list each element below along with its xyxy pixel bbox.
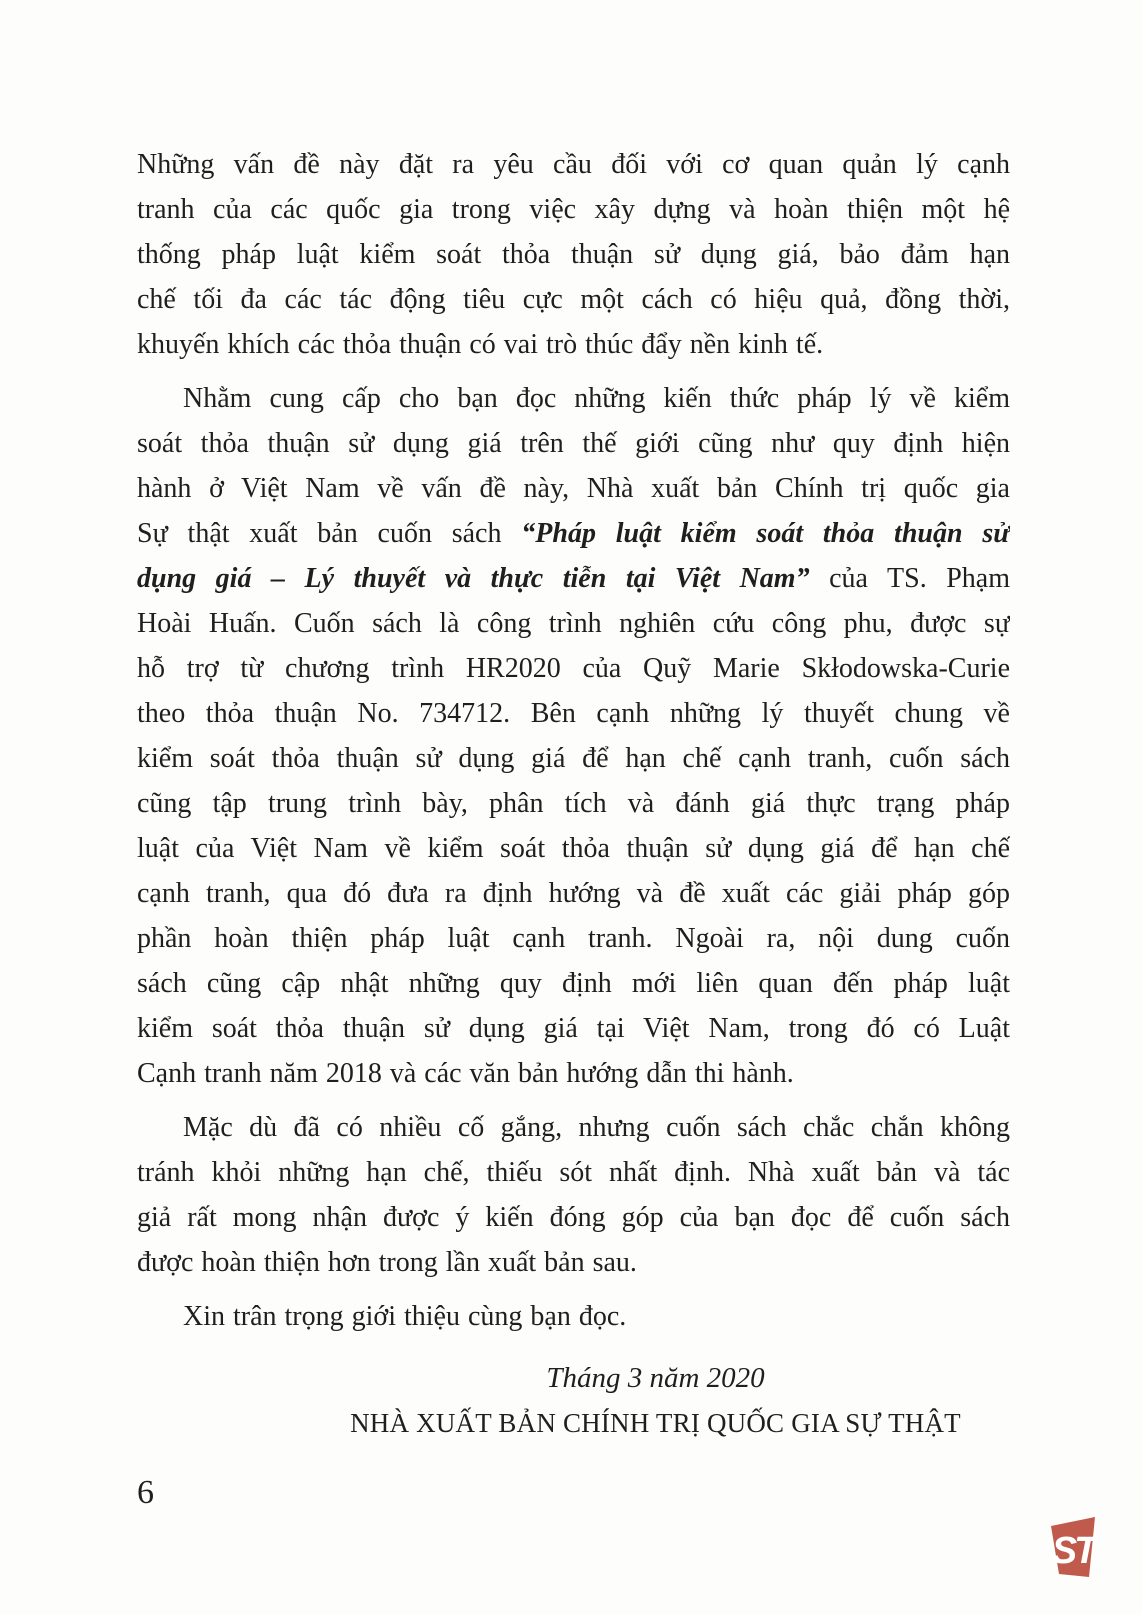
book-title-segment: “Pháp luật kiểm soát thỏa thuận sử bbox=[521, 518, 1010, 549]
text-line: Hoài Huấn. Cuốn sách là công trình nghiên cứu công phu, được sự bbox=[137, 608, 1010, 639]
text-line: cạnh tranh, qua đó đưa ra định hướng và đề xuất các giải pháp góp bbox=[137, 878, 1010, 909]
text-line: luật của Việt Nam về kiểm soát thỏa thuận sử dụng giá để hạn chế bbox=[137, 833, 1010, 864]
paragraph-2 bbox=[137, 376, 1010, 1096]
text-line: Xin trân trọng giới thiệu cùng bạn đọc. bbox=[183, 1301, 627, 1332]
text-line: thống pháp luật kiểm soát thỏa thuận sử dụng giá, bảo đảm hạn bbox=[137, 239, 1010, 270]
page-number: 6 bbox=[137, 1474, 154, 1511]
text-line: theo thỏa thuận No. 734712. Bên cạnh những lý thuyết chung về bbox=[137, 698, 1010, 729]
text-line bbox=[137, 511, 1010, 556]
text-line bbox=[137, 556, 1010, 601]
text-line: được hoàn thiện hơn trong lần xuất bản sau. bbox=[137, 1247, 637, 1278]
paragraph-1 bbox=[137, 142, 1010, 367]
text-line: Cạnh tranh năm 2018 và các văn bản hướng dẫn thi hành. bbox=[137, 1058, 794, 1089]
text-line: kiểm soát thỏa thuận sử dụng giá để hạn chế cạnh tranh, cuốn sách bbox=[137, 743, 1010, 774]
text-line: soát thỏa thuận sử dụng giá trên thế giới cũng như quy định hiện bbox=[137, 428, 1010, 459]
paragraph-3 bbox=[137, 1105, 1010, 1285]
signature-date: Tháng 3 năm 2020 bbox=[546, 1362, 765, 1394]
text-line: Nhằm cung cấp cho bạn đọc những kiến thức pháp lý về kiểm bbox=[183, 383, 1010, 414]
text-line: khuyến khích các thỏa thuận có vai trò thúc đẩy nền kinh tế. bbox=[137, 329, 824, 360]
text-line: hỗ trợ từ chương trình HR2020 của Quỹ Marie Skłodowska-Curie bbox=[137, 653, 1010, 684]
publisher-name: NHÀ XUẤT BẢN CHÍNH TRỊ QUỐC GIA SỰ THẬT bbox=[350, 1408, 961, 1438]
text-line: tranh của các quốc gia trong việc xây dựng và hoàn thiện một hệ bbox=[137, 194, 1010, 225]
text-line: hành ở Việt Nam về vấn đề này, Nhà xuất bản Chính trị quốc gia bbox=[137, 473, 1010, 504]
logo-letters: ST bbox=[1051, 1530, 1095, 1572]
text-line: cũng tập trung trình bày, phân tích và đánh giá thực trạng pháp bbox=[137, 788, 1010, 819]
text-segment: của TS. Phạm bbox=[809, 563, 1010, 594]
publisher-logo bbox=[1046, 1515, 1100, 1579]
paragraph-4 bbox=[137, 1294, 1010, 1339]
text-block bbox=[137, 142, 1010, 1446]
book-title-segment: dụng giá – Lý thuyết và thực tiễn tại Việt Nam” bbox=[137, 563, 810, 594]
text-line: Mặc dù đã có nhiều cố gắng, nhưng cuốn sách chắc chắn không bbox=[183, 1112, 1010, 1143]
text-line: kiểm soát thỏa thuận sử dụng giá tại Việt Nam, trong đó có Luật bbox=[137, 1013, 1010, 1044]
signature-block bbox=[137, 1356, 1010, 1446]
text-line: chế tối đa các tác động tiêu cực một cách có hiệu quả, đồng thời, bbox=[137, 284, 1010, 315]
text-segment: Sự thật xuất bản cuốn sách bbox=[137, 518, 522, 549]
text-line: phần hoàn thiện pháp luật cạnh tranh. Ngoài ra, nội dung cuốn bbox=[137, 923, 1010, 954]
text-line: sách cũng cập nhật những quy định mới liên quan đến pháp luật bbox=[137, 968, 1010, 999]
text-line: giả rất mong nhận được ý kiến đóng góp của bạn đọc để cuốn sách bbox=[137, 1202, 1010, 1233]
text-line: Những vấn đề này đặt ra yêu cầu đối với cơ quan quản lý cạnh bbox=[137, 149, 1010, 180]
text-line: tránh khỏi những hạn chế, thiếu sót nhất định. Nhà xuất bản và tác bbox=[137, 1157, 1010, 1188]
st-logo-icon bbox=[1046, 1515, 1100, 1579]
